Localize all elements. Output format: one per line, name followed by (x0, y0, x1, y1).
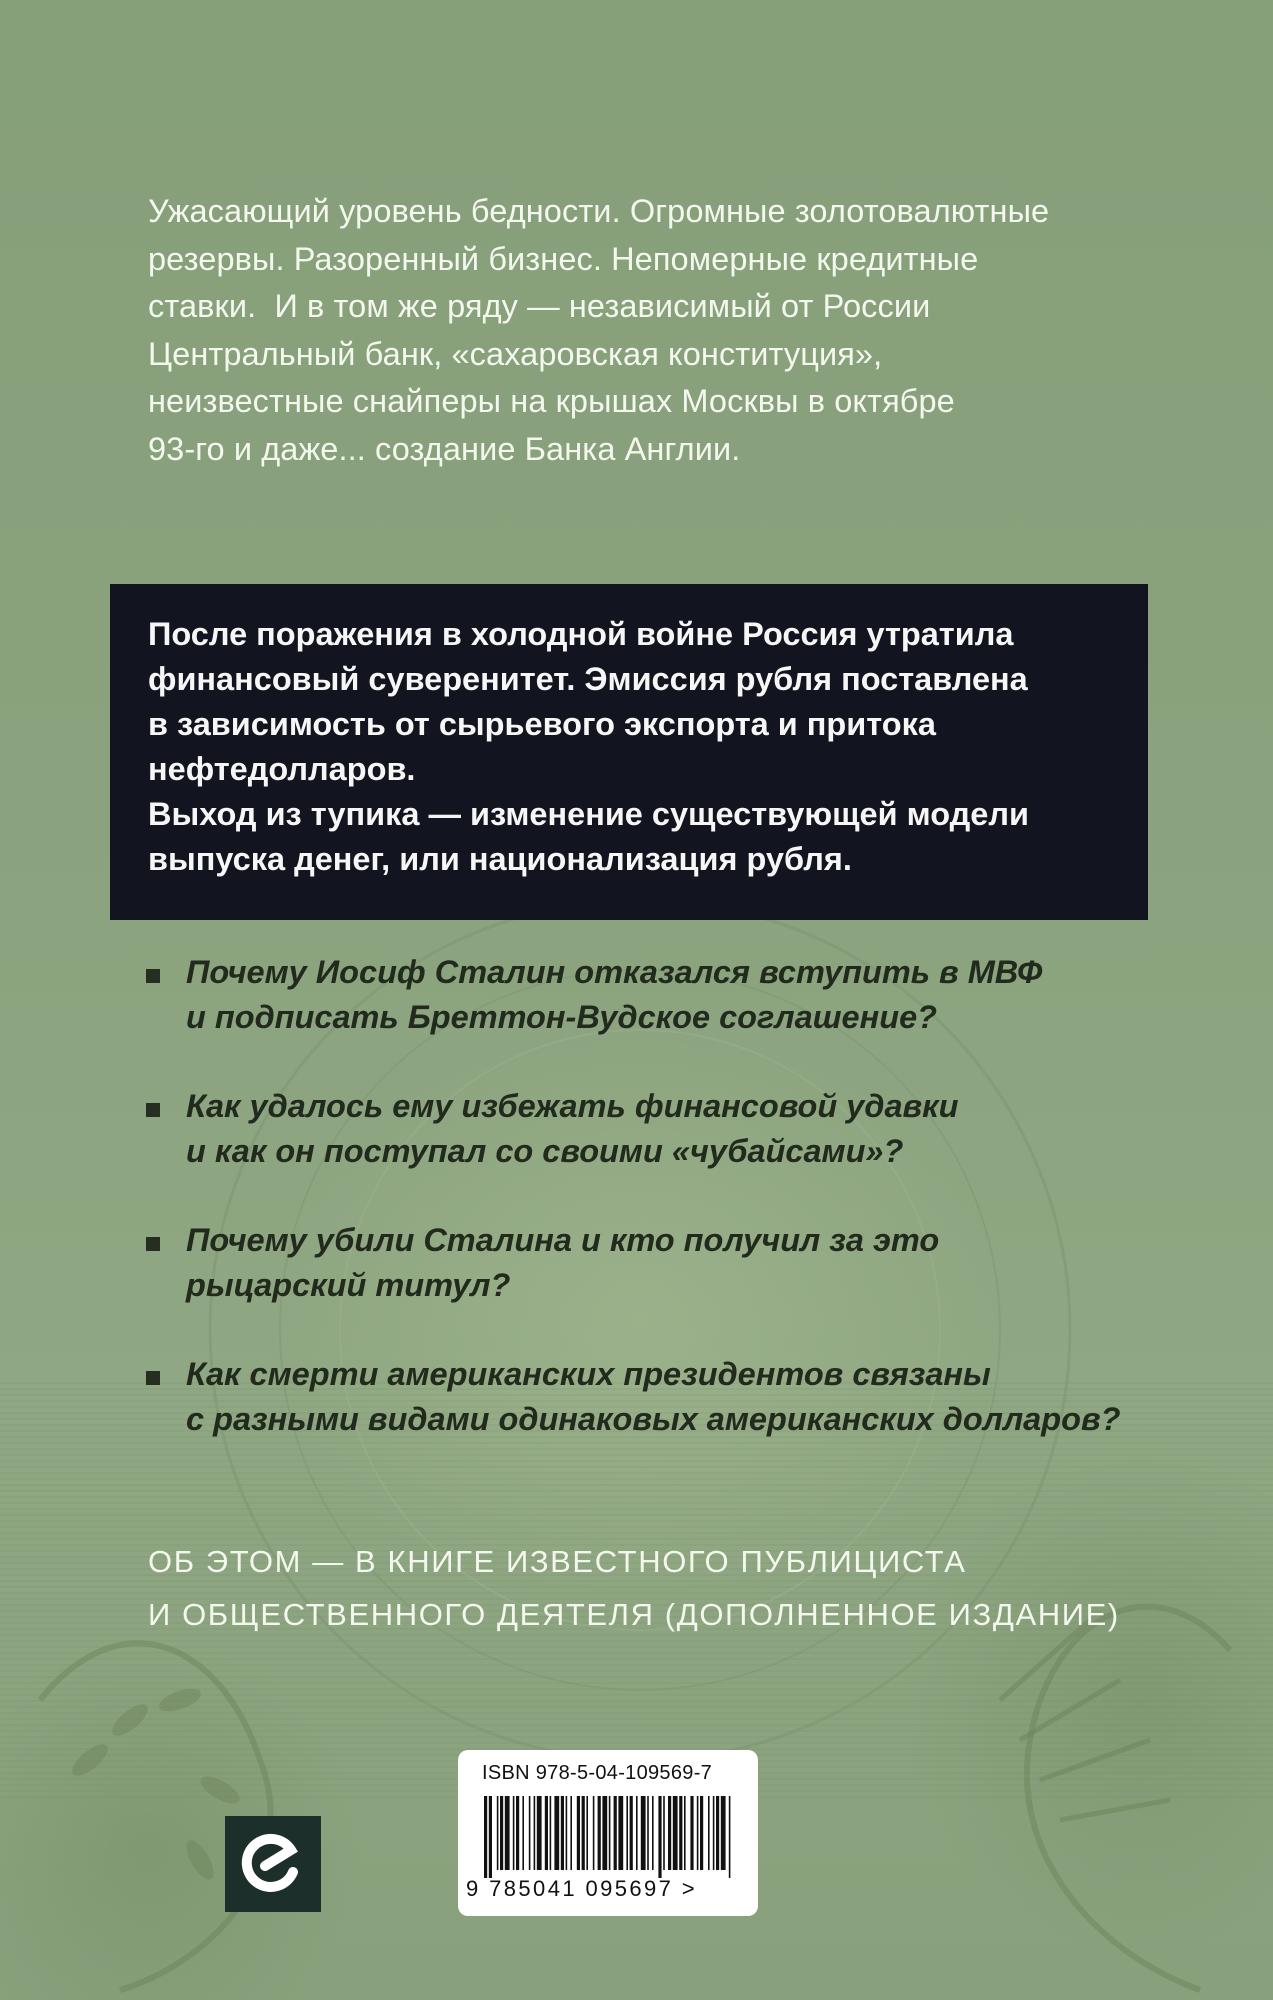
barcode-bar (577, 1796, 580, 1870)
barcode-bar (609, 1796, 611, 1870)
barcode-bar (516, 1796, 519, 1870)
barcode-bar (529, 1796, 531, 1870)
barcode-bar (641, 1796, 646, 1870)
intro-line: ставки. И в том же ряду — независимый от России (148, 288, 931, 324)
barcode-bar (690, 1796, 693, 1870)
barcode-bar (534, 1796, 536, 1870)
square-bullet-icon (146, 969, 160, 983)
highlight-line: нефтедолларов. (148, 751, 416, 787)
square-bullet-icon (146, 1103, 160, 1117)
isbn-barcode (458, 1750, 758, 1916)
question-line: Почему убили Сталина и кто получил за это (186, 1222, 940, 1258)
intro-line: Центральный банк, «сахаровская конституция», (148, 335, 883, 372)
intro-line: Ужасающий уровень бедности. Огромные золотовалютные (148, 193, 1050, 229)
barcode-bar (602, 1796, 607, 1870)
question-line: Почему Иосиф Сталин отказался вступить в МВФ (186, 954, 1043, 990)
barcode-bar (598, 1796, 601, 1870)
question-line: Как смерти американских президентов связаны (186, 1356, 991, 1392)
barcode-bar (614, 1796, 617, 1870)
barcode-bar (497, 1796, 499, 1870)
barcode-bar (700, 1796, 703, 1870)
barcode-bar (636, 1796, 638, 1870)
highlight-line: финансовый суверенитет. Эмиссия рубля поставлена (148, 661, 1028, 697)
highlight-line: Выход из тупика — изменение существующей модели (148, 796, 1029, 832)
barcode-bar (489, 1796, 492, 1878)
barcode-bar (484, 1796, 487, 1878)
barcode-bar (652, 1796, 654, 1870)
barcode-bar (647, 1796, 649, 1870)
barcode-bar (582, 1796, 585, 1870)
barcode-bar (673, 1796, 678, 1870)
barcode-digits: 9 785041 095697 > (466, 1876, 698, 1901)
highlight-line: выпуска денег, или национализация рубля. (148, 841, 852, 877)
highlight-line: После поражения в холодной войне Россия утратила (148, 616, 1014, 652)
question-item (140, 1352, 1180, 1442)
barcode-graphic (484, 1796, 734, 1878)
barcode-bar (545, 1796, 548, 1870)
publisher-logo-icon (225, 1816, 321, 1912)
intro-paragraph (148, 188, 1158, 473)
question-line: Как удалось ему избежать финансовой удавки (186, 1088, 959, 1124)
question-line: и как он поступал со своими «чубайсами»? (186, 1133, 904, 1169)
barcode-bar (522, 1796, 524, 1870)
question-line: и подписать Бреттон-Вудское соглашение? (186, 999, 938, 1035)
barcode-bar (618, 1796, 623, 1870)
closing-line: И ОБЩЕСТВЕННОГО ДЕЯТЕЛЯ (ДОПОЛНЕННОЕ ИЗДАНИЕ) (148, 1597, 1120, 1632)
closing-statement (148, 1535, 1208, 1641)
barcode-bar (708, 1796, 710, 1870)
question-item (140, 1218, 1180, 1308)
barcode-bar (500, 1796, 503, 1870)
barcode-bar (554, 1796, 559, 1870)
barcode-bar (658, 1796, 661, 1878)
barcode-bar (679, 1796, 682, 1870)
intro-line: резервы. Разоренный бизнес. Непомерные кредитные (148, 240, 979, 277)
isbn-number: ISBN 978-5-04-109569-7 (482, 1762, 713, 1784)
highlight-paragraph (148, 612, 1138, 792)
closing-line: ОБ ЭТОМ — В КНИГЕ ИЗВЕСТНОГО ПУБЛИЦИСТА (148, 1544, 967, 1579)
intro-line: 93-го и даже... создание Банка Англии. (148, 430, 741, 467)
barcode-bar (697, 1796, 699, 1870)
intro-line: неизвестные снайперы на крышах Москвы в октябре (148, 383, 955, 419)
question-item (140, 1084, 1180, 1174)
barcode-bar (513, 1796, 515, 1870)
question-line: с разными видами одинаковых американских долларов? (186, 1401, 1121, 1437)
barcode-bar (721, 1796, 726, 1870)
square-bullet-icon (146, 1371, 160, 1385)
barcode-bar (684, 1796, 686, 1870)
highlight-text (148, 612, 1138, 882)
barcode-bar (550, 1796, 552, 1870)
barcode-bar (593, 1796, 595, 1870)
barcode-bar (713, 1796, 715, 1870)
barcode-bar (626, 1796, 628, 1870)
barcode-bar (570, 1796, 572, 1870)
barcode-bar (716, 1796, 719, 1870)
highlight-line: в зависимость от сырьевого экспорта и притока (148, 706, 936, 742)
barcode-bar (561, 1796, 564, 1870)
barcode-bar (668, 1796, 671, 1870)
question-line: рыцарский титул? (186, 1267, 511, 1303)
barcode-bar (630, 1796, 633, 1870)
square-bullet-icon (146, 1237, 160, 1251)
barcode-bar (663, 1796, 665, 1870)
barcode-bar (729, 1796, 731, 1878)
question-item (140, 950, 1180, 1040)
barcode-bar (566, 1796, 568, 1870)
highlight-paragraph (148, 792, 1138, 882)
barcode-bar (537, 1796, 542, 1870)
barcode-bar (505, 1796, 510, 1870)
barcode-bar (586, 1796, 588, 1870)
